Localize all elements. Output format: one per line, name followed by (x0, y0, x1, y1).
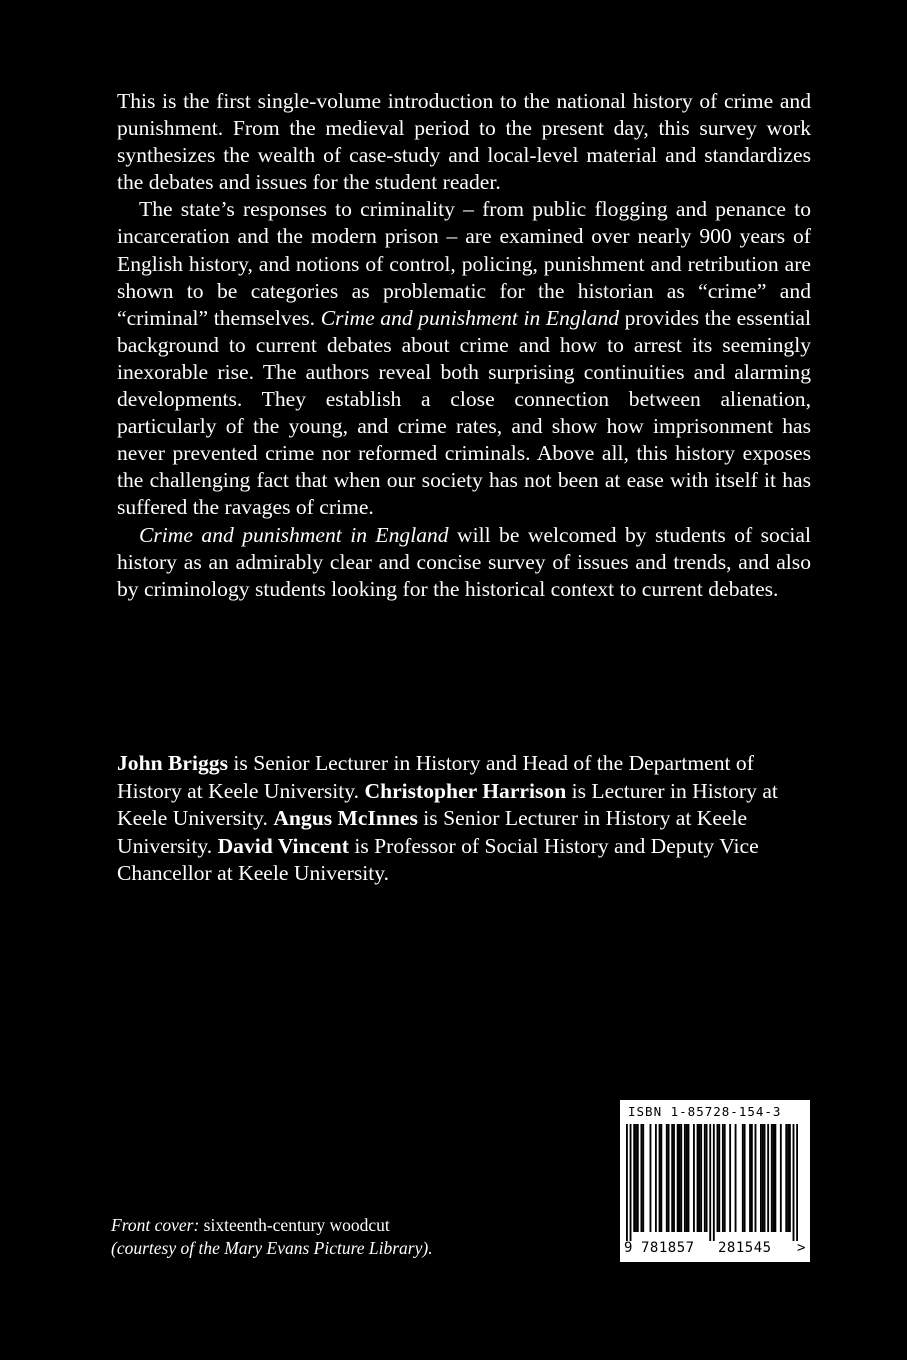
barcode-bar (659, 1124, 661, 1232)
barcode-bar (717, 1124, 719, 1232)
barcode-bar (796, 1124, 798, 1241)
barcode-bar (793, 1124, 795, 1241)
barcode-bar (789, 1124, 791, 1232)
barcode-bar (749, 1124, 751, 1232)
barcode-bar (668, 1124, 670, 1232)
cover-credit (111, 1214, 531, 1260)
ean-digits (620, 1240, 810, 1260)
barcode-bar (751, 1124, 753, 1232)
barcode-bar (718, 1124, 720, 1232)
blurb-p3-book-title: Crime and punishment in England (139, 522, 449, 547)
barcode-bar (700, 1124, 702, 1232)
author-name: Christopher Harrison (364, 778, 567, 803)
barcode-bar (760, 1124, 762, 1232)
ean-first-digit: 9 (624, 1240, 633, 1256)
barcode-bar (735, 1124, 737, 1232)
blurb-p3-text: will be welcomed by students of social history as an admirably clear and concise survey of issues and trends, and also by criminology students looking for the historical context to current debates. (117, 522, 811, 601)
barcode-bar (773, 1124, 775, 1232)
ean-arrow: > (797, 1240, 806, 1256)
author-desc: is Lecturer in History at Keele University. (117, 778, 778, 830)
author-bio-paragraph (117, 750, 811, 888)
barcode-bar (677, 1124, 679, 1232)
author-desc: is Senior Lecturer in History at Keele University. (117, 806, 748, 858)
cover-credit-label: Front cover: (111, 1215, 200, 1235)
barcode-bar (660, 1124, 662, 1232)
blurb-paragraph-2 (117, 196, 811, 521)
barcode-bar (633, 1124, 635, 1232)
barcode-bar (684, 1124, 686, 1232)
barcode-bar (785, 1124, 787, 1232)
blurb-p2-text-b: provides the essential background to current debates about crime and how to arrest its seemingly inexorable rise. The authors reveal both surprising continuities and alarming developments. They establish a close connection between alienation, particularly of the young, and crime rates, and show how imprisonment has never prevented crime nor reformed criminals. Above all, this history exposes the challenging fact that when our society has not been at ease with itself it has suffered the ravages of crime. (117, 305, 811, 520)
author-desc: is Professor of Social History and Deputy Vice Chancellor at Keele University. (117, 833, 759, 885)
barcode-bar (630, 1124, 632, 1241)
barcode-bar (722, 1124, 724, 1232)
barcode-bar (709, 1124, 711, 1241)
barcode-bar (774, 1124, 776, 1232)
barcode-bar (755, 1124, 757, 1232)
isbn-barcode (620, 1100, 810, 1262)
barcode-bar (666, 1124, 668, 1232)
blurb-p2-text-a: The state’s responses to criminality – from public flogging and penance to incarceration and the modern prison – are examined over nearly 900 years of English history, and notions of control, policing, punishment and retribution are shown to be categories as problematic for the historian as “crime” and “criminal” themselves. (117, 197, 811, 330)
barcode-bar (655, 1124, 657, 1232)
barcode-bar (688, 1124, 690, 1232)
ean-right-digits: 281545 (718, 1240, 772, 1256)
barcode-bar (698, 1124, 700, 1232)
barcode-bars (626, 1124, 798, 1241)
barcode-bar (724, 1124, 726, 1232)
barcode-bar (671, 1124, 673, 1232)
back-cover-blurb (117, 88, 811, 603)
barcode-bar (729, 1124, 731, 1232)
barcode-bar (697, 1124, 699, 1232)
barcode-bar (640, 1124, 642, 1232)
isbn-label: ISBN 1-85728-154-3 (628, 1104, 782, 1119)
barcode-bar (679, 1124, 681, 1232)
barcode-bar (680, 1124, 682, 1232)
barcode-bar (686, 1124, 688, 1232)
barcode-bar (780, 1124, 782, 1232)
barcode-bar (706, 1124, 708, 1232)
barcode-bar (787, 1124, 789, 1232)
barcode-bar (764, 1124, 766, 1232)
barcode-bar (650, 1124, 652, 1232)
barcode-bar (767, 1124, 769, 1232)
blurb-p2-book-title: Crime and punishment in England (320, 305, 620, 330)
barcode-bar (771, 1124, 773, 1232)
barcode-bar (704, 1124, 706, 1232)
blurb-paragraph-1: This is the first single-volume introduction to the national history of crime and punishment. From the medieval period to the present day, this survey work synthesizes the wealth of case-study and local-level material and standardizes the debates and issues for the student reader. (117, 89, 811, 195)
blurb-paragraph-3 (117, 522, 811, 603)
author-name: John Briggs (117, 751, 228, 775)
barcode-bar (744, 1124, 746, 1232)
barcode-bar (742, 1124, 744, 1232)
ean-left-digits: 781857 (641, 1240, 695, 1256)
barcode-bar (693, 1124, 695, 1232)
barcode-bar (637, 1124, 639, 1232)
barcode-bar (626, 1124, 628, 1241)
barcode-bar (713, 1124, 715, 1241)
cover-credit-line-1 (111, 1214, 531, 1237)
author-name: David Vincent (217, 833, 349, 858)
author-bios (117, 750, 811, 888)
author-desc: is Senior Lecturer in History and Head of the Department of History at Keele University. (117, 751, 754, 803)
cover-credit-text: sixteenth-century woodcut (199, 1215, 390, 1235)
author-name: Angus McInnes (273, 806, 418, 830)
cover-credit-line-2: (courtesy of the Mary Evans Picture Library). (111, 1238, 433, 1258)
barcode-bar (762, 1124, 764, 1232)
barcode-bar (642, 1124, 644, 1232)
barcode-bar (635, 1124, 637, 1232)
barcode-bar (673, 1124, 675, 1232)
